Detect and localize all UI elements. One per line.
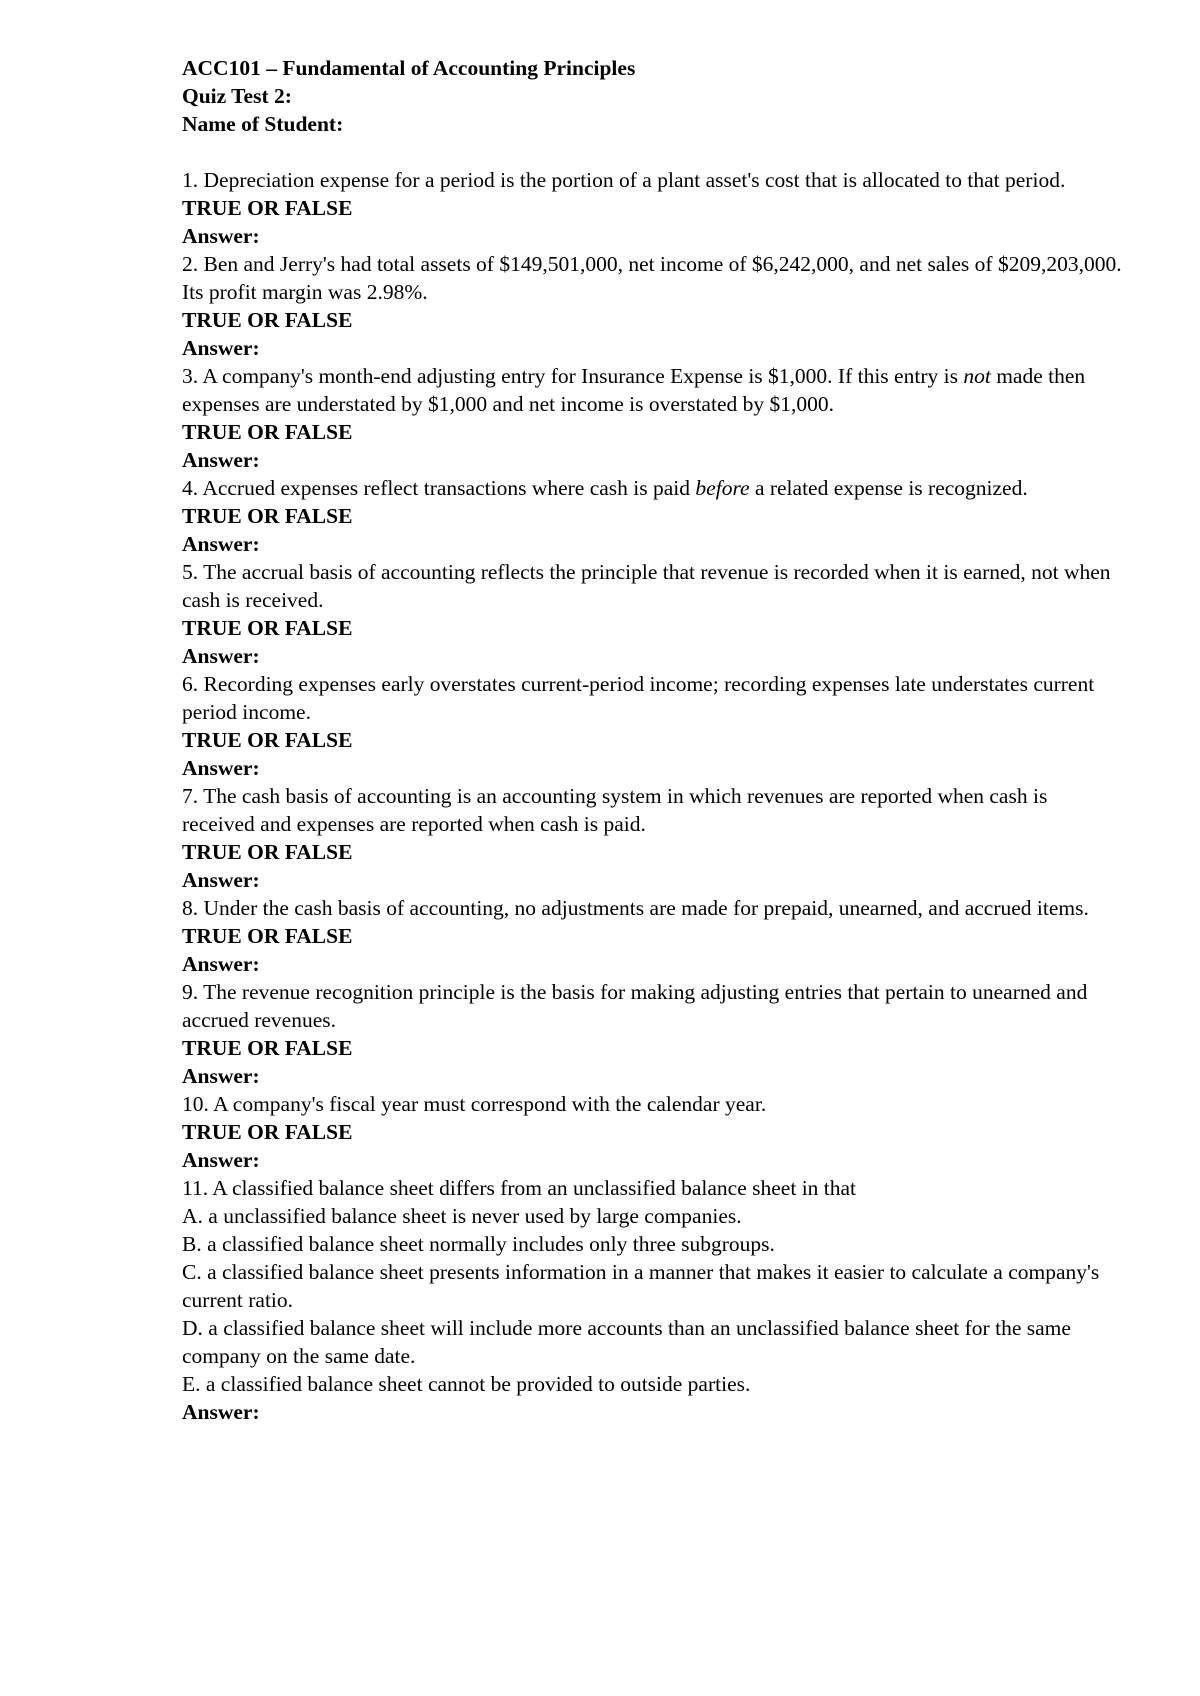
question-item xyxy=(182,670,1122,782)
answer-option: D. a classified balance sheet will include more accounts than an unclassified balance sheet for the same company on the same date. xyxy=(182,1316,1071,1368)
student-name-label: Name of Student: xyxy=(182,112,344,136)
true-false-label: TRUE OR FALSE xyxy=(182,308,353,332)
question-number: 3. xyxy=(182,364,199,388)
question-segment: made then expenses are understated by $1,000 and net income is overstated by $1,000. xyxy=(182,364,1086,416)
answer-label: Answer: xyxy=(182,868,260,892)
question-segment: The cash basis of accounting is an accounting system in which revenues are reported when cash is received and expenses are reported when cash is paid. xyxy=(182,784,1048,836)
answer-label: Answer: xyxy=(182,532,260,556)
answer-label: Answer: xyxy=(182,336,260,360)
question-segment: Recording expenses early overstates current-period income; recording expenses late understates current period income. xyxy=(182,672,1095,724)
question-text xyxy=(182,166,1122,194)
question-item xyxy=(182,558,1122,670)
question-text xyxy=(182,362,1122,418)
question-item xyxy=(182,782,1122,894)
true-false-label: TRUE OR FALSE xyxy=(182,1036,353,1060)
true-false-label: TRUE OR FALSE xyxy=(182,840,353,864)
question-segment: Accrued expenses reflect transactions where cash is paid xyxy=(198,476,696,500)
answer-label: Answer: xyxy=(182,756,260,780)
question-number: 6. xyxy=(182,672,199,696)
emphasis-text: not xyxy=(963,364,991,388)
question-item xyxy=(182,474,1122,558)
answer-option: C. a classified balance sheet presents information in a manner that makes it easier to calculate a company's current ratio. xyxy=(182,1260,1100,1312)
question-item xyxy=(182,166,1122,250)
question-segment: The revenue recognition principle is the basis for making adjusting entries that pertain to unearned and accrued revenues. xyxy=(182,980,1088,1032)
document-page xyxy=(182,54,1122,1426)
question-segment: A company's fiscal year must correspond with the calendar year. xyxy=(208,1092,767,1116)
question-text xyxy=(182,558,1122,614)
question-item xyxy=(182,250,1122,362)
question-text xyxy=(182,474,1122,502)
question-text xyxy=(182,1090,1122,1118)
true-false-label: TRUE OR FALSE xyxy=(182,1120,353,1144)
answer-label: Answer: xyxy=(182,1148,260,1172)
answer-label: Answer: xyxy=(182,1064,260,1088)
true-false-label: TRUE OR FALSE xyxy=(182,504,353,528)
true-false-label: TRUE OR FALSE xyxy=(182,924,353,948)
answer-option: A. a unclassified balance sheet is never used by large companies. xyxy=(182,1204,742,1228)
question-segment: Under the cash basis of accounting, no adjustments are made for prepaid, unearned, and accrued items. xyxy=(198,896,1089,920)
question-text xyxy=(182,894,1122,922)
question-segment: The accrual basis of accounting reflects the principle that revenue is recorded when it is earned, not when cash is received. xyxy=(182,560,1111,612)
question-number: 5. xyxy=(182,560,199,584)
question-text xyxy=(182,782,1122,838)
answer-label: Answer: xyxy=(182,952,260,976)
question-number: 9. xyxy=(182,980,199,1004)
header-spacer xyxy=(182,138,1122,166)
true-false-label: TRUE OR FALSE xyxy=(182,420,353,444)
question-item xyxy=(182,894,1122,978)
question-item xyxy=(182,1090,1122,1174)
answer-option: E. a classified balance sheet cannot be provided to outside parties. xyxy=(182,1372,751,1396)
question-text xyxy=(182,1174,1122,1202)
question-number: 2. xyxy=(182,252,199,276)
question-list xyxy=(182,166,1122,1426)
true-false-label: TRUE OR FALSE xyxy=(182,616,353,640)
question-text xyxy=(182,250,1122,306)
true-false-label: TRUE OR FALSE xyxy=(182,728,353,752)
answer-label: Answer: xyxy=(182,448,260,472)
question-item xyxy=(182,978,1122,1090)
course-title: ACC101 – Fundamental of Accounting Principles xyxy=(182,56,636,80)
question-number: 4. xyxy=(182,476,199,500)
question-segment: a related expense is recognized. xyxy=(749,476,1028,500)
question-text xyxy=(182,670,1122,726)
answer-label: Answer: xyxy=(182,224,260,248)
question-number: 10. xyxy=(182,1092,209,1116)
quiz-title: Quiz Test 2: xyxy=(182,84,292,108)
question-number: 7. xyxy=(182,784,199,808)
question-segment: Ben and Jerry's had total assets of $149,501,000, net income of $6,242,000, and net sales of $209,203,000. Its profit margin was 2.98%. xyxy=(182,252,1122,304)
answer-option: B. a classified balance sheet normally includes only three subgroups. xyxy=(182,1232,775,1256)
answer-label: Answer: xyxy=(182,1400,260,1424)
question-item xyxy=(182,362,1122,474)
answer-label: Answer: xyxy=(182,644,260,668)
question-segment: A company's month-end adjusting entry for Insurance Expense is $1,000. If this entry is xyxy=(198,364,964,388)
question-number: 8. xyxy=(182,896,199,920)
true-false-label: TRUE OR FALSE xyxy=(182,196,353,220)
question-text xyxy=(182,978,1122,1034)
question-segment: Depreciation expense for a period is the portion of a plant asset's cost that is allocated to that period. xyxy=(198,168,1066,192)
question-number: 11. xyxy=(182,1176,209,1200)
question-number: 1. xyxy=(182,168,199,192)
question-segment: A classified balance sheet differs from an unclassified balance sheet in that xyxy=(208,1176,857,1200)
question-item xyxy=(182,1174,1122,1426)
emphasis-text: before xyxy=(695,476,750,500)
